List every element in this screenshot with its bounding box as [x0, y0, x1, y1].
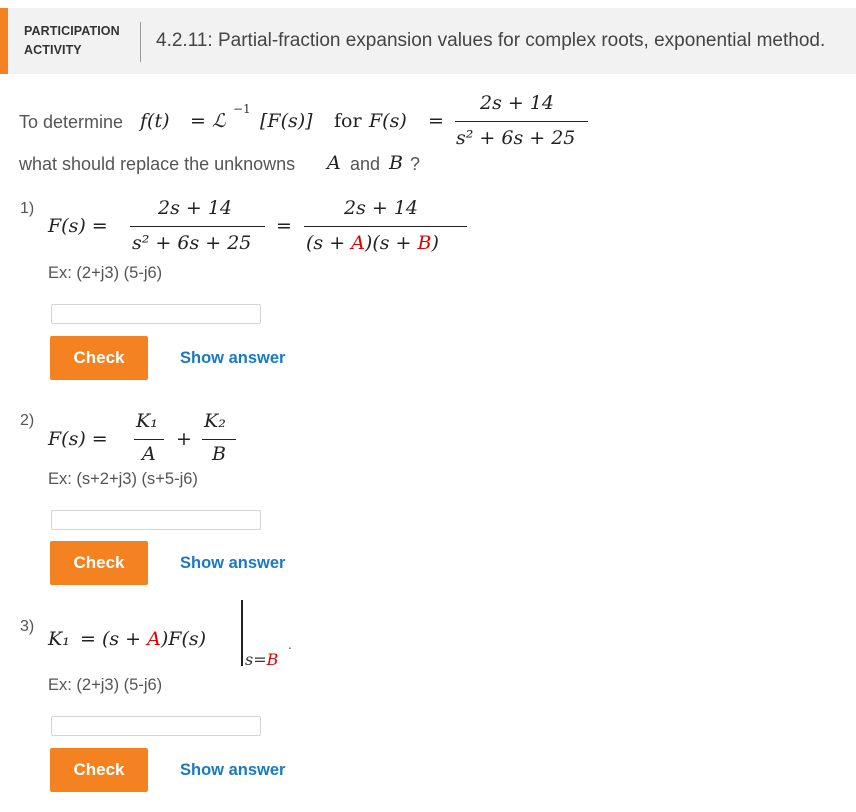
q1-equals-2: = — [276, 215, 292, 237]
participation-activity-tag: PARTICIPATION ACTIVITY — [24, 24, 120, 57]
intro-f-t: f(t) — [140, 110, 170, 132]
q2-k1: K₁ — [136, 410, 158, 432]
q1-denominator-2: (s + A)(s + B) — [306, 232, 439, 254]
laplace-symbol: ℒ — [212, 110, 226, 132]
q1-fraction-bar-2 — [304, 226, 467, 227]
activity-title: 4.2.11: Partial-fraction expansion values for complex roots, exponential method. — [156, 30, 826, 51]
q3-show-answer-button[interactable]: Show answer — [180, 761, 286, 779]
q3-expression: = (s + A)F(s) — [80, 628, 207, 650]
unknown-b: B — [389, 152, 403, 174]
q1-numerator-1: 2s + 14 — [158, 197, 233, 219]
q3-k1: K₁ — [48, 628, 70, 650]
unknown-a: A — [327, 152, 341, 174]
q2-denominator-b: B — [212, 443, 226, 465]
q3-period: . — [288, 638, 292, 652]
q2-lhs: F(s) = — [48, 428, 108, 450]
q2-denominator-a: A — [142, 443, 156, 465]
q3-substitution: s=B — [245, 650, 279, 669]
question-3-number: 3) — [20, 618, 35, 635]
q3-evaluation-bar — [241, 600, 243, 666]
intro-line2-prefix: what should replace the unknowns — [19, 154, 296, 174]
activity-header — [0, 8, 856, 74]
q2-show-answer-button[interactable]: Show answer — [180, 554, 286, 572]
intro-and-word: and — [350, 154, 381, 174]
intro-equals: = — [190, 110, 206, 132]
q3-check-button[interactable]: Check — [50, 748, 148, 792]
q1-answer-input[interactable] — [51, 304, 261, 324]
intro-F-s: F(s) — [369, 110, 407, 132]
q2-k2: K₂ — [204, 410, 226, 432]
intro-numerator: 2s + 14 — [480, 92, 555, 114]
q1-lhs: F(s) = — [48, 215, 108, 237]
intro-prefix: To determine — [19, 112, 124, 132]
q2-check-button[interactable]: Check — [50, 541, 148, 585]
q1-example-format: Ex: (2+j3) (5-j6) — [48, 264, 163, 282]
laplace-argument: [F(s)] — [260, 110, 313, 132]
q3-example-format: Ex: (2+j3) (5-j6) — [48, 676, 163, 694]
intro-denominator: s² + 6s + 25 — [456, 127, 576, 149]
intro-question-mark: ? — [410, 154, 421, 174]
q2-answer-input[interactable] — [51, 510, 261, 530]
header-accent-bar — [0, 8, 8, 74]
q3-answer-input[interactable] — [51, 716, 261, 736]
intro-equals-2: = — [428, 110, 444, 132]
q1-denominator-1: s² + 6s + 25 — [132, 232, 252, 254]
question-1-number: 1) — [20, 200, 35, 217]
header-separator — [140, 22, 141, 62]
laplace-inverse-superscript: −1 — [233, 102, 251, 116]
intro-for-word: for — [334, 110, 362, 132]
q1-check-button[interactable]: Check — [50, 336, 148, 380]
q2-plus: + — [176, 428, 192, 450]
q2-fraction-bar-1 — [134, 439, 164, 440]
q1-numerator-2: 2s + 14 — [344, 197, 419, 219]
question-2-number: 2) — [20, 412, 35, 429]
q1-show-answer-button[interactable]: Show answer — [180, 349, 286, 367]
q2-example-format: Ex: (s+2+j3) (s+5-j6) — [48, 470, 198, 488]
intro-fraction-bar — [455, 121, 588, 122]
q1-fraction-bar-1 — [130, 226, 265, 227]
q2-fraction-bar-2 — [202, 439, 236, 440]
